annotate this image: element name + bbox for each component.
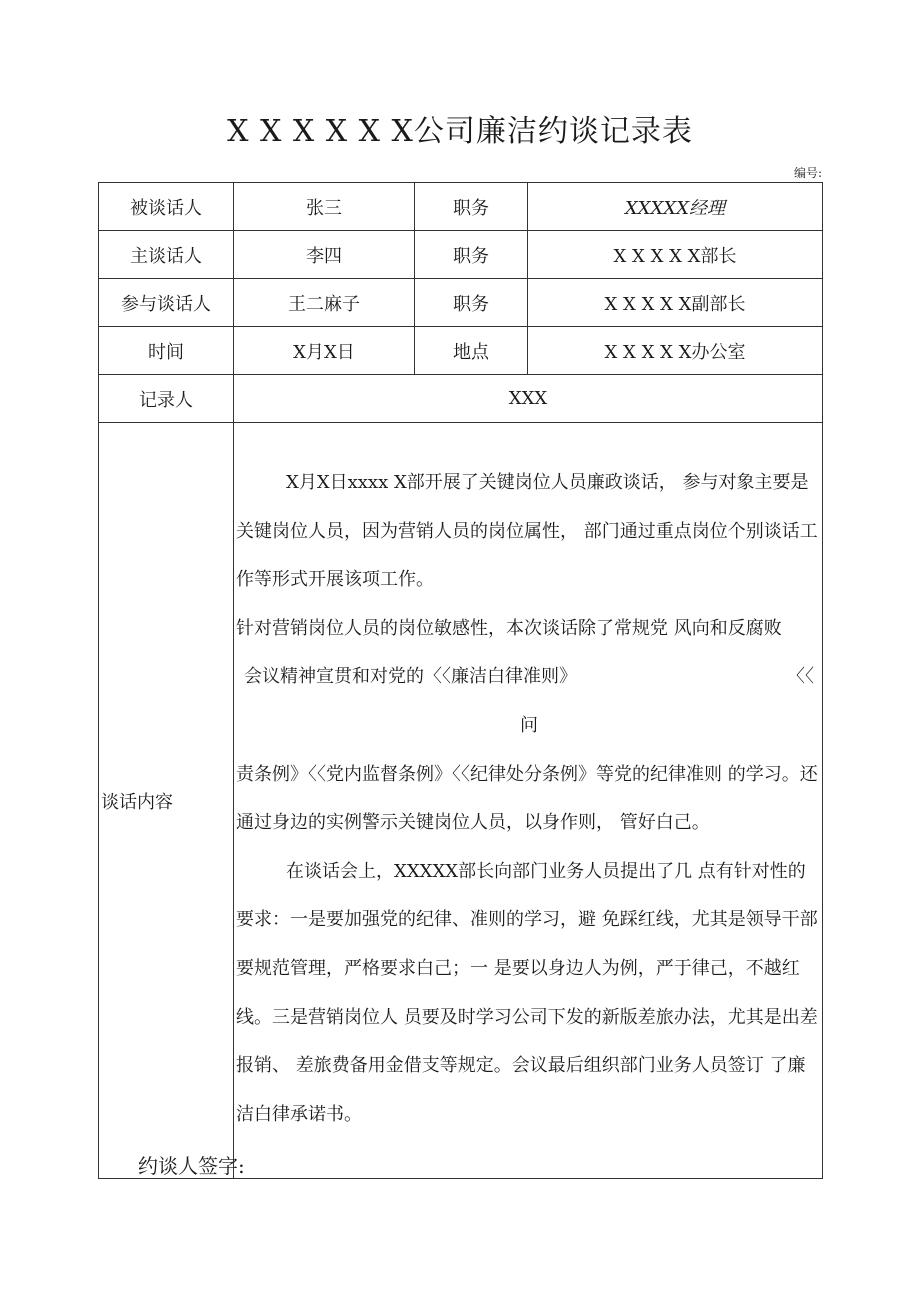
participant-label: 参与谈话人: [99, 279, 234, 327]
content-body: [234, 423, 823, 1179]
document-title: X X X X X X公司廉洁约谈记录表: [227, 114, 693, 149]
recorder-value: XXX: [234, 375, 823, 423]
time-value: X月X日: [234, 327, 415, 375]
content-label: 谈话内容: [99, 423, 234, 1179]
content-paragraph-2-line-1: 针对营销岗位人员的岗位敏感性，本次谈话除了常规党 风向和反腐败: [236, 617, 782, 639]
participant-position: X X X X X副部长: [528, 279, 823, 327]
table-row-time-place: [99, 327, 823, 375]
recorder-label: 记录人: [99, 375, 234, 423]
interviewee-position-label: 职务: [415, 183, 528, 231]
participant-name: 王二麻子: [234, 279, 415, 327]
content-paragraph-3: 在谈话会上，XXXXX部长向部门业务人员提出了几 点有针对性的要求：一是要加强党的纪律、准则的学习，避 免踩红线，尤其是领导干部要规范管理，严格要求白己；一 是要以身边人为例，严于律己，不越红线。三是营销岗位人 员要及时学习公司下发的新版差旅办法，尤其是出差报销、 差旅费备用金借支等规定。会议最后组织部门业务人员签订 了廉洁白律承诺书。: [236, 860, 818, 1125]
place-label: 地点: [415, 327, 528, 375]
interviewee-position: XXXXX经理: [528, 183, 823, 231]
signature-label: 约谈人签字:: [138, 1154, 245, 1178]
content-paragraph-1: X月X日xxxx X部开展了关键岗位人员廉政谈话， 参与对象主要是关键岗位人员，因为营销人员的岗位属性， 部门通过重点岗位个别谈话工作等形式开展该项工作。: [236, 472, 818, 591]
place-value: X X X X X办公室: [528, 327, 823, 375]
interviewee-label: 被谈话人: [99, 183, 234, 231]
content-paragraph-2-rest: 责条例》〈〈党内监督条例》〈〈纪律处分条例》等党的纪律准则 的学习。还通过身边的实例警示关键岗位人员，以身作则， 管好白己。: [236, 763, 818, 834]
interviewer-position-label: 职务: [415, 231, 528, 279]
interviewer-name: 李四: [234, 231, 415, 279]
table-row-interviewer: [99, 231, 823, 279]
content-paragraph-2-line-3: 问: [520, 714, 538, 736]
interviewer-position: X X X X X部长: [528, 231, 823, 279]
interviewee-name: 张三: [234, 183, 415, 231]
interview-record-table: [98, 182, 823, 1179]
time-label: 时间: [99, 327, 234, 375]
content-paragraph-2-line-2: 会议精神宣贯和对党的〈〈廉洁白律准则》 〈〈: [244, 666, 814, 688]
table-row-interviewee: [99, 183, 823, 231]
table-row-content: [99, 423, 823, 1179]
interviewer-label: 主谈话人: [99, 231, 234, 279]
table-row-participant: [99, 279, 823, 327]
table-row-recorder: [99, 375, 823, 423]
participant-position-label: 职务: [415, 279, 528, 327]
serial-number-label: 编号:: [793, 166, 822, 180]
